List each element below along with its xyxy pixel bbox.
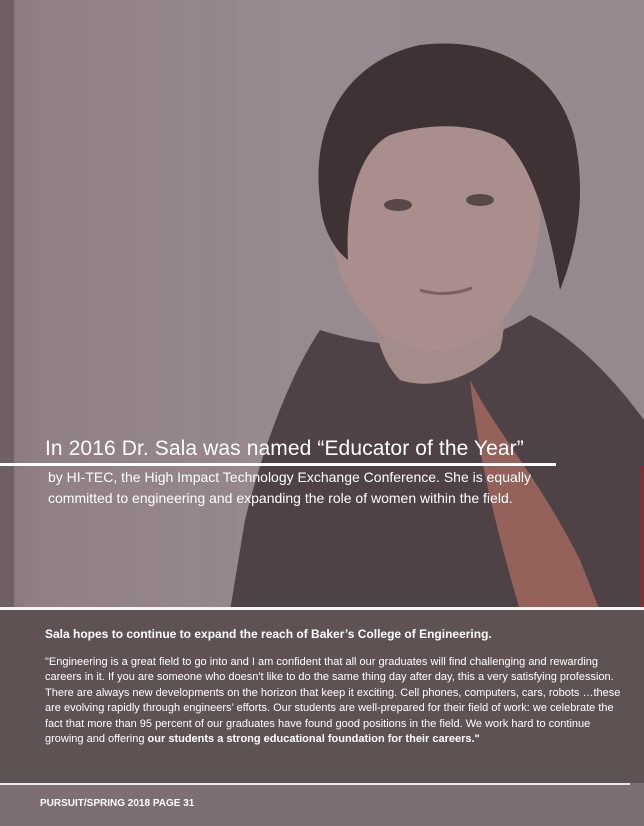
callout-quote bbox=[45, 655, 629, 747]
article-headline: In 2016 Dr. Sala was named “Educator of the Year” bbox=[45, 437, 524, 460]
quote-text: "Engineering is a great field to go into and I am confident that all our graduates will find challenging and rewarding careers in it. If you are someone who doesn't like to do the same thing day after day, this a very satisfying profession. There are always new developments on the horizon that keep it exciting. Cell phones, computers, cars, robots …these are evolving rapidly through engineers’ efforts. Our students are well-prepared for their field of work: we celebrate the fact that more than 95 percent of our graduates have found good positions in the field. We work hard to continue growing and offering bbox=[45, 656, 621, 746]
background-wall-edge bbox=[205, 0, 235, 611]
article-lede: by HI-TEC, the High Impact Technology Exchange Conference. She is equally committed to engineering and expanding the role of women within the field. bbox=[48, 469, 531, 506]
right-eye bbox=[466, 194, 494, 206]
headline-rule bbox=[0, 463, 556, 466]
background-pillar bbox=[0, 0, 14, 611]
quote-closing: our students a strong educational foundation for their careers." bbox=[147, 733, 480, 746]
callout-title: Sala hopes to continue to expand the reach of Baker’s College of Engineering. bbox=[45, 627, 492, 641]
footer-folio: PURSUIT/SPRING 2018 PAGE 31 bbox=[40, 798, 195, 809]
left-eye bbox=[384, 199, 412, 211]
